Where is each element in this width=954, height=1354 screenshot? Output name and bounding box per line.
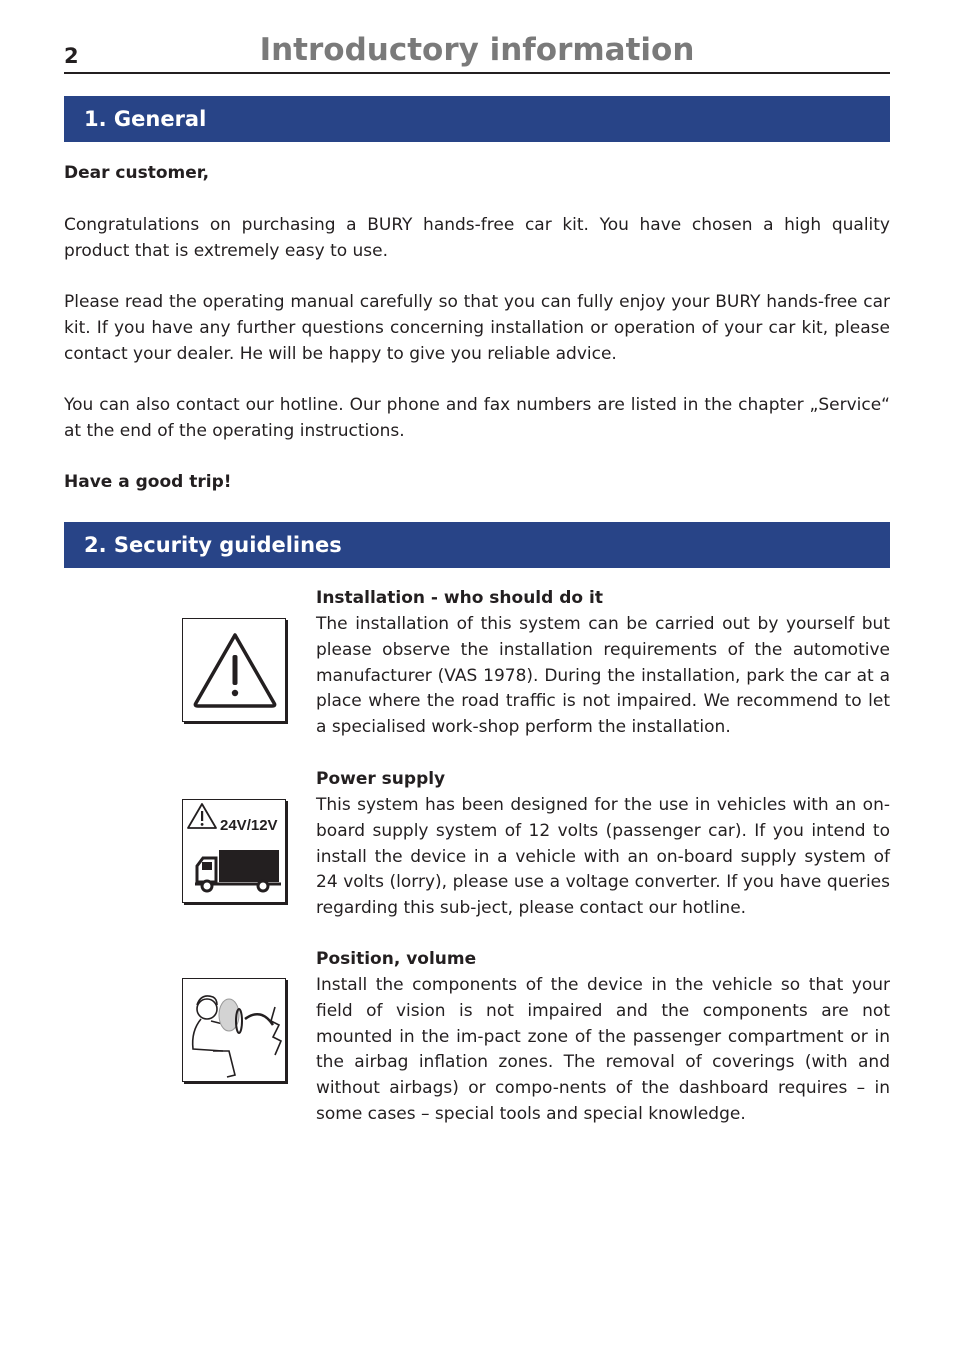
title-rule [64,72,890,74]
item-title-position: Position, volume [316,949,477,969]
section-heading-security: 2. Security guidelines [64,522,890,568]
page-title: Introductory information [259,32,695,68]
item-title-power: Power supply [316,769,446,789]
airbag-driver-icon [182,978,286,1082]
paragraph-hotline: You can also contact our hotline. Our phone and fax numbers are listed in the chapter „Service“ at the end of the operating instructions. [64,395,890,441]
truck-voltage-icon [182,799,286,903]
greeting: Dear customer, [64,163,210,183]
item-body-installation: The installation of this system can be carried out by yourself but please observe the installation requirements of the automotive manufacturer (VAS 1978). During the installation, park the car at a place where the road traffic is not impaired. We recommend to let a specialised work-shop perform the installation. [316,614,890,738]
item-body-power: This system has been designed for the use in vehicles with an on-board supply system of 12 volts (passenger car). If you intend to install the device in a vehicle with an on-board supply system of 24 volts (lorry), please use a voltage converter. If you have queries regarding this sub-ject, please contact our hotline. [316,795,890,919]
item-title-installation: Installation - who should do it [316,588,603,608]
item-body-position: Install the components of the device in the vehicle so that your field of vision is not impaired and the components are not mounted in the im-pact zone of the passenger compartment or in the airbag inflation zones. The removal of coverings (with and without airbags) or compo-nents of the dashboard requires – in some cases – special tools and special knowledge. [316,975,890,1124]
paragraph-intro: Congratulations on purchasing a BURY hands-free car kit. You have chosen a high quality product that is extremely easy to use. [64,215,890,261]
page-number: 2 [64,44,79,68]
closing: Have a good trip! [64,472,232,492]
section-heading-general: 1. General [64,96,890,142]
warning-triangle-icon [182,618,286,722]
paragraph-manual: Please read the operating manual carefully so that you can fully enjoy your BURY hands-free car kit. If you have any further questions concerning installation or operation of your car kit, please contact your dealer. He will be happy to give you reliable advice. [64,292,890,364]
voltage-label: 24V/12V [220,817,278,834]
